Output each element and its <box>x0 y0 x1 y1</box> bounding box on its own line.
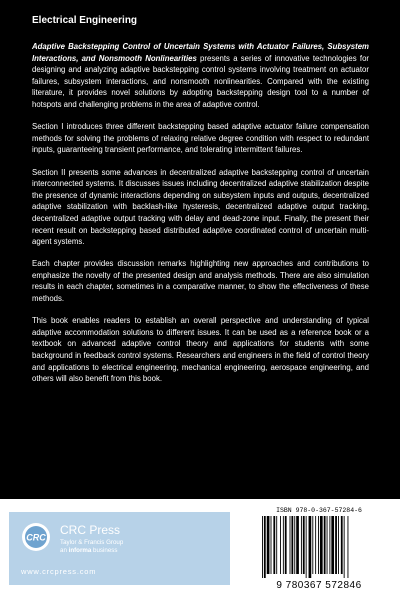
publisher-url: www.crcpress.com <box>21 567 97 576</box>
book-title: Adaptive Backstepping Control of Uncertain Systems with Actuator Failures, Subsystem Interactions, and Nonsmooth Nonlinearities <box>32 42 369 63</box>
barcode-bar <box>348 516 349 578</box>
barcode-bar <box>331 516 334 574</box>
logo-text: CRC <box>26 532 46 543</box>
barcode-bar <box>290 516 291 574</box>
barcode-bar <box>312 516 313 574</box>
publisher-name: CRC Press <box>60 523 121 537</box>
barcode-bar <box>283 516 284 574</box>
paragraph-audience: This book enables readers to establish an overall perspective and understanding of typical adaptive accommodation solutions to different issues. It can be used as a reference book or a textbook on advanced adaptive control theory and applications for students with some background in feedback control systems. Researchers and engineers in the field of control theory and applications to electrical engineering, mechanical engineering, aerospace engineering, and others will also benefit from this book. <box>32 316 369 384</box>
barcode-bar <box>294 516 295 574</box>
barcode-bar <box>327 516 328 574</box>
barcode-digits: 9 780367 572846 <box>276 580 362 591</box>
paragraph-section-1: Section I introduces three different backstepping based adaptive actuator failure compensation methods for solving the problems of relaxing relative degree condition with respect to redundant inputs, guaranteeing transient performance, and tolerating intermittent failures. <box>32 122 369 155</box>
barcode-bar <box>267 516 270 574</box>
barcode-bar <box>341 516 343 574</box>
barcode-bar <box>280 516 281 574</box>
barcode-bar <box>291 516 293 574</box>
barcode-bar <box>335 516 337 574</box>
intro-paragraph <box>32 41 369 111</box>
barcode-bar <box>315 516 316 574</box>
paragraph-chapters: Each chapter provides discussion remarks highlighting new approaches and contributions to emphasize the novelty of the presented design and analysis methods. There are also simulation results in each chapter, sometimes in a comparative manner, to show the effectiveness of these methods. <box>32 259 369 304</box>
barcode-bar <box>344 516 345 578</box>
barcode-bar <box>276 516 277 574</box>
barcode-bar <box>273 516 275 574</box>
intro-text: presents a series of innovative technologies for designing and analyzing adaptive backstepping control systems involving treatment on actuator failures, subsystem interactions, and nonsmooth nonlinearities. Compared with the existing literature, it provides novel solutions by adopting backstepping design tool to a number of hotspots and challenging problems in the area of adaptive control. <box>32 53 369 109</box>
barcode-bar <box>301 516 302 574</box>
informa-suffix: business <box>91 547 118 554</box>
isbn-label: ISBN 978-0-367-57284-6 <box>276 507 362 514</box>
barcode-bar <box>306 516 307 578</box>
barcode-bar <box>338 516 339 574</box>
barcode-image <box>258 516 380 580</box>
barcode-bar <box>264 516 266 578</box>
crc-logo-icon <box>21 522 51 552</box>
publisher-informa <box>60 547 117 554</box>
barcode-bar <box>271 516 272 574</box>
barcode-bar <box>318 516 319 574</box>
barcode-bar <box>303 516 305 574</box>
barcode-bar <box>262 516 263 578</box>
informa-brand: informa <box>68 547 92 554</box>
barcode-bar <box>329 516 330 574</box>
footer-strip <box>0 499 400 600</box>
barcode-bar <box>285 516 287 574</box>
barcode-block <box>250 507 388 595</box>
paragraph-section-2: Section II presents some advances in decentralized adaptive backstepping control of uncertain interconnected systems. It discusses issues including decentralized adaptive stabilization despite the presence of dynamic interactions depending on subsystem inputs and outputs, decentralized adaptive stabilization with backlash-like hysteresis, decentralized adaptive output tracking, decentralized adaptive output tracking with delay and dead-zone input. Finally, the present their recent result on backstepping based distributed adaptive coordinated control of uncertain multi-agent systems. <box>32 167 369 247</box>
back-cover-text <box>32 41 369 395</box>
barcode-bar <box>309 516 312 578</box>
category-label: Electrical Engineering <box>32 15 138 26</box>
publisher-block <box>9 512 230 585</box>
barcode-bar <box>296 516 299 574</box>
informa-prefix: an <box>60 547 69 554</box>
barcode-bar <box>324 516 326 574</box>
publisher-group: Taylor & Francis Group <box>60 539 124 546</box>
barcode-bar <box>320 516 323 574</box>
